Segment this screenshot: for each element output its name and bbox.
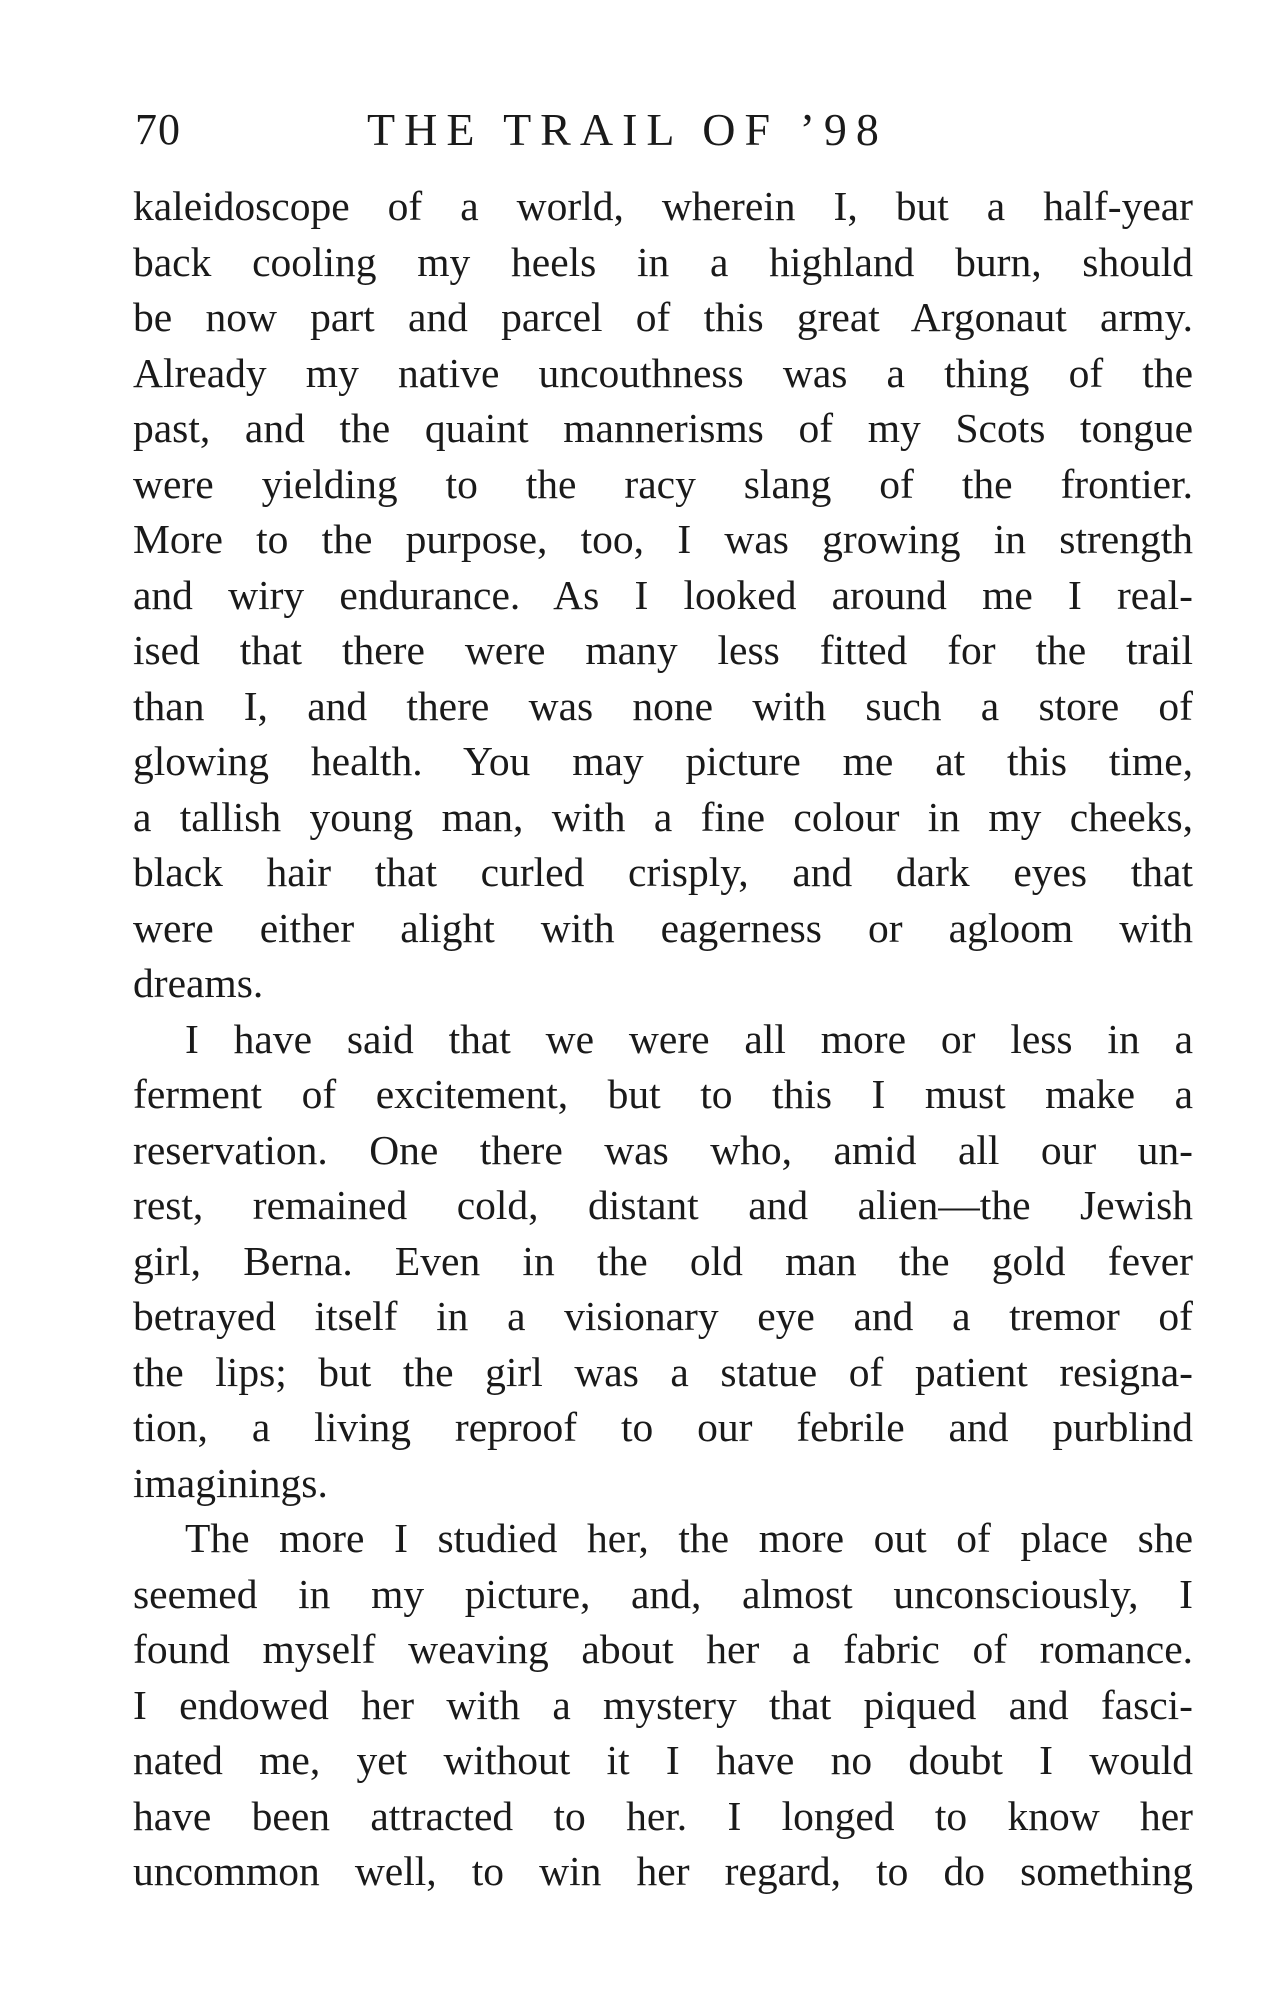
- text-line: reservation. One there was who, amid all our un-: [133, 1126, 1193, 1173]
- text-line: found myself weaving about her a fabric of romance.: [133, 1626, 1193, 1672]
- text-line: black hair that curled crisply, and dark eyes that: [133, 849, 1193, 895]
- text-line: I endowed her with a mystery that piqued and fasci-: [133, 1681, 1193, 1728]
- text-line: dreams.: [133, 960, 264, 1006]
- text-line: have been attracted to her. I longed to know her: [133, 1792, 1193, 1839]
- text-line: the lips; but the girl was a statue of patient resigna-: [133, 1348, 1193, 1395]
- page-number: 70: [135, 105, 181, 154]
- text-line: ferment of excitement, but to this I must make a: [133, 1071, 1193, 1117]
- text-line: a tallish young man, with a fine colour in my cheeks,: [133, 793, 1193, 840]
- text-line: tion, a living reproof to our febrile and purblind: [133, 1404, 1193, 1450]
- text-line: imaginings.: [133, 1459, 328, 1506]
- text-line: ised that there were many less fitted for the trail: [133, 627, 1193, 673]
- text-line: back cooling my heels in a highland burn, should: [133, 238, 1193, 285]
- text-line: be now part and parcel of this great Argonaut army.: [133, 294, 1193, 340]
- text-line: seemed in my picture, and, almost unconsciously, I: [133, 1570, 1193, 1617]
- text-line: uncommon well, to win her regard, to do something: [133, 1848, 1193, 1894]
- text-line: were either alight with eagerness or agloom with: [133, 904, 1193, 951]
- text-line: More to the purpose, too, I was growing in strength: [133, 516, 1193, 562]
- book-title: THE TRAIL OF ’98: [367, 104, 888, 155]
- body-text: [133, 179, 1193, 1900]
- text-line: I have said that we were all more or less in a: [185, 1015, 1193, 1062]
- text-line: glowing health. You may picture me at this time,: [133, 738, 1193, 784]
- text-line: rest, remained cold, distant and alien—the Jewish: [133, 1182, 1193, 1228]
- text-line: girl, Berna. Even in the old man the gold fever: [133, 1237, 1193, 1284]
- text-line: Already my native uncouthness was a thing of the: [133, 349, 1193, 396]
- text-line: than I, and there was none with such a store of: [133, 682, 1193, 729]
- text-line: betrayed itself in a visionary eye and a tremor of: [133, 1293, 1193, 1339]
- text-line: past, and the quaint mannerisms of my Scots tongue: [133, 405, 1193, 451]
- text-line: were yielding to the racy slang of the frontier.: [133, 460, 1193, 507]
- text-line: kaleidoscope of a world, wherein I, but a half-year: [133, 183, 1193, 229]
- text-line: and wiry endurance. As I looked around me I real-: [133, 571, 1193, 618]
- text-line: nated me, yet without it I have no doubt I would: [133, 1737, 1193, 1783]
- text-line: The more I studied her, the more out of place she: [185, 1515, 1193, 1561]
- running-head: [135, 100, 1190, 160]
